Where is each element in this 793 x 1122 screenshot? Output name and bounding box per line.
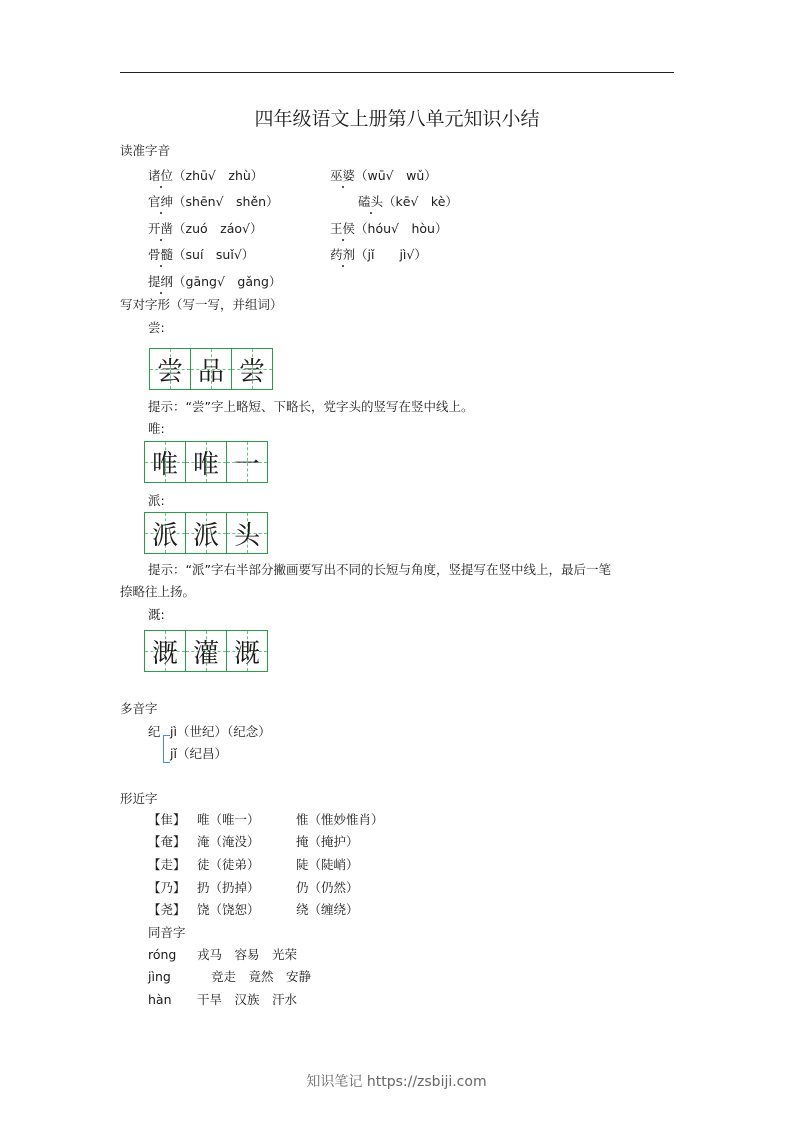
homophone-pinyin: jìng — [148, 969, 171, 984]
similar-word: 淹（淹没） — [197, 834, 260, 849]
similar-key: 【尧】 — [148, 902, 186, 917]
homophone-pinyin: róng — [148, 947, 177, 962]
similar-word: 唯（唯一） — [197, 812, 260, 827]
grid-cell: 派 — [186, 513, 227, 553]
grid-cell: 唯 — [186, 442, 227, 482]
section-similar-heading: 形近字 — [120, 791, 158, 806]
hint-text-continued: 捺略往上扬。 — [120, 584, 196, 599]
grid-cell: 溉 — [145, 631, 186, 671]
grid-cell: 灌 — [186, 631, 227, 671]
pron-item: 官绅（shēn√ shěn） — [148, 194, 279, 209]
char-label: 溉: — [148, 607, 165, 622]
grid-cell: 派 — [145, 513, 186, 553]
poly-reading-2: jǐ（纪昌） — [170, 746, 227, 761]
char-label: 派: — [148, 493, 165, 508]
similar-word: 惟（惟妙惟肖） — [296, 812, 384, 827]
similar-key: 【隹】 — [148, 812, 186, 827]
similar-key: 【奄】 — [148, 834, 186, 849]
section-reading-heading: 读准字音 — [120, 143, 171, 158]
char-label: 唯: — [148, 421, 165, 436]
section-poly-heading: 多音字 — [120, 701, 158, 716]
similar-word: 绕（缠绕） — [296, 902, 359, 917]
pron-item: 药剂（jǐ jì√） — [330, 247, 427, 262]
homophone-words: 干旱 汉族 汗水 — [197, 992, 298, 1007]
tian-grid — [149, 348, 273, 390]
grid-cell: 一 — [227, 442, 267, 482]
similar-word: 仍（仍然） — [296, 880, 359, 895]
tian-grid — [144, 630, 268, 672]
top-rule — [120, 72, 674, 73]
similar-key: 【走】 — [148, 857, 186, 872]
pron-item: 磕头（kē√ kè） — [358, 194, 458, 209]
hint-text: 提示：“派”字右半部分撇画要写出不同的长短与角度，竖提写在竖中线上，最后一笔 — [148, 562, 611, 577]
page-title: 四年级语文上册第八单元知识小结 — [254, 108, 540, 130]
brace-line — [163, 735, 170, 763]
grid-cell: 头 — [227, 513, 267, 553]
grid-cell: 尝 — [232, 349, 272, 389]
similar-word: 陡（陡峭） — [296, 857, 359, 872]
footer-watermark: 知识笔记 https://zsbiji.com — [306, 1074, 487, 1090]
section-homophone-heading: 同音字 — [148, 925, 186, 940]
grid-cell: 尝 — [150, 349, 191, 389]
grid-cell: 唯 — [145, 442, 186, 482]
homophone-pinyin: hàn — [148, 992, 172, 1007]
grid-cell: 品 — [191, 349, 232, 389]
similar-word: 掩（掩护） — [296, 834, 359, 849]
tian-grid — [144, 512, 268, 554]
pron-item: 诸位（zhū√ zhù） — [148, 168, 264, 183]
pron-item: 巫婆（wū√ wǔ） — [330, 168, 437, 183]
poly-char: 纪 — [148, 724, 161, 739]
tian-grid — [144, 441, 268, 483]
pron-item: 提纲（gāng√ gǎng） — [148, 274, 282, 289]
homophone-words: 戎马 容易 光荣 — [197, 947, 298, 962]
pron-item: 骨髓（suí suǐ√） — [148, 247, 255, 262]
poly-reading-1: jì（世纪）（纪念） — [170, 724, 271, 739]
pron-item: 开凿（zuó záo√） — [148, 221, 263, 236]
grid-cell: 溉 — [227, 631, 267, 671]
section-writing-heading: 写对字形（写一写，并组词） — [120, 297, 283, 312]
similar-word: 徒（徒弟） — [197, 857, 260, 872]
similar-key: 【乃】 — [148, 880, 186, 895]
char-label: 尝: — [148, 320, 165, 335]
pron-item: 王侯（hóu√ hòu） — [330, 221, 448, 236]
homophone-words: 竞走 竟然 安静 — [211, 969, 312, 984]
similar-word: 饶（饶恕） — [197, 902, 260, 917]
hint-text: 提示：“尝”字上略短、下略长，党字头的竖写在竖中线上。 — [148, 399, 474, 414]
similar-word: 扔（扔掉） — [197, 880, 260, 895]
